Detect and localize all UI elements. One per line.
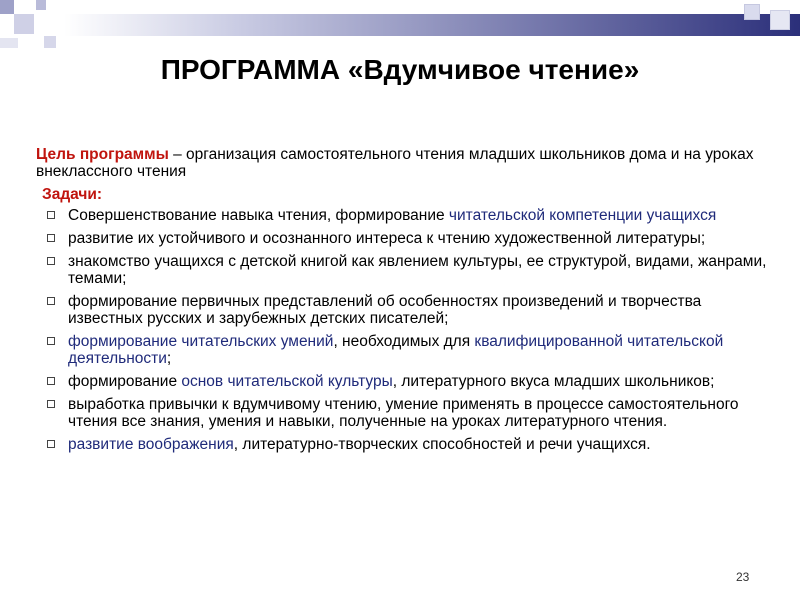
task-item [36, 333, 776, 367]
decor-square [36, 0, 46, 10]
task-text: формирование первичных представлений об особенностях произведений и творчества известных русских и зарубежных детских писателей; [68, 293, 702, 327]
square-bullet-icon [47, 234, 55, 242]
decor-square [0, 38, 18, 48]
task-text: Совершенствование навыка чтения, формирование [68, 207, 449, 224]
task-text: , литературно-творческих способностей и речи учащихся. [233, 436, 651, 453]
task-highlight-text: квалифицированной читательской деятельности [68, 333, 724, 367]
task-text: ; [166, 350, 172, 367]
decor-square [14, 14, 34, 34]
task-item [36, 253, 776, 287]
slide-content [36, 146, 776, 459]
tasks-list [36, 207, 776, 453]
square-bullet-icon [47, 211, 55, 219]
goal-text: – организация самостоятельного чтения младших школьников дома и на уроках внеклассного чтения [36, 146, 754, 180]
task-item [36, 207, 776, 224]
header-decor-band [0, 14, 800, 36]
task-item [36, 396, 776, 430]
task-highlight-text: развитие воображения [68, 436, 234, 453]
square-bullet-icon [47, 337, 55, 345]
slide-title: ПРОГРАММА «Вдумчивое чтение» [160, 54, 640, 85]
decor-square [44, 36, 56, 48]
square-bullet-icon [47, 257, 55, 265]
task-highlight-text: формирование читательских умений [68, 333, 334, 350]
task-highlight-text: основ читательской культуры [181, 373, 393, 390]
task-item [36, 436, 776, 453]
task-text: развитие их устойчивого и осознанного интереса к чтению художественной литературы; [68, 230, 706, 247]
task-item [36, 373, 776, 390]
task-text: выработка привычки к вдумчивому чтению, умение применять в процессе самостоятельного чтения все знания, умения и навыки, полученные на уроках литературного чтения. [68, 396, 739, 430]
task-item [36, 230, 776, 247]
task-text: формирование [68, 373, 182, 390]
task-text: знакомство учащихся с детской книгой как явлением культуры, ее структурой, видами, жанрами, темами; [68, 253, 767, 287]
decor-square [770, 10, 790, 30]
square-bullet-icon [47, 440, 55, 448]
goal-label: Цель программы [36, 146, 169, 163]
task-text: , необходимых для [333, 333, 475, 350]
decor-square [744, 4, 760, 20]
task-highlight-text: читательской компетенции учащихся [448, 207, 717, 224]
goal-paragraph [36, 146, 776, 180]
task-item [36, 293, 776, 327]
square-bullet-icon [47, 400, 55, 408]
tasks-label: Задачи: [42, 186, 103, 203]
square-bullet-icon [47, 377, 55, 385]
square-bullet-icon [47, 297, 55, 305]
task-text: , литературного вкуса младших школьников; [392, 373, 715, 390]
page-number: 23 [736, 570, 750, 584]
decor-square [0, 0, 14, 14]
